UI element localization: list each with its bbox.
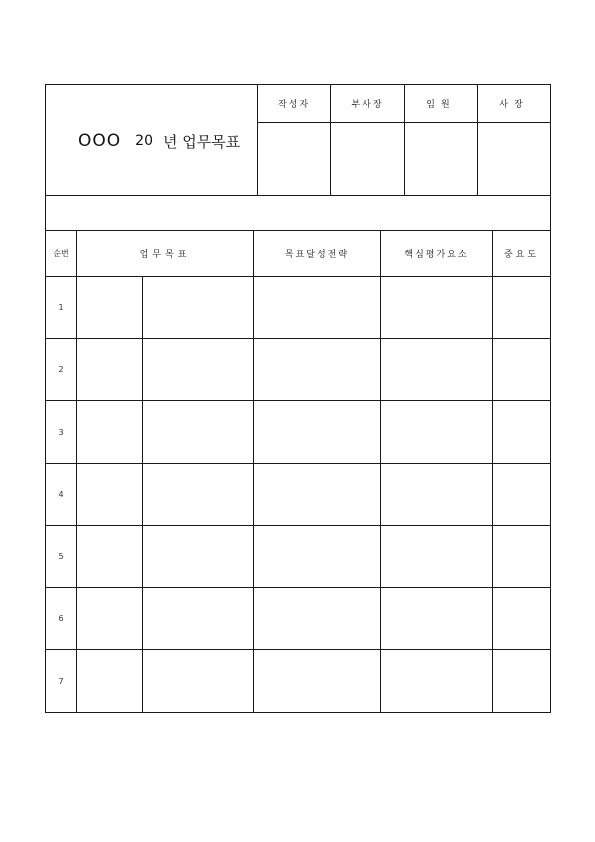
strategy-cell[interactable] xyxy=(254,464,380,525)
kpi-cell[interactable] xyxy=(381,526,492,587)
goal-category-cell[interactable] xyxy=(77,650,142,712)
document-title xyxy=(78,128,240,154)
goal-cell[interactable] xyxy=(143,588,253,649)
kpi-cell[interactable] xyxy=(381,339,492,400)
row-number-7: 7 xyxy=(58,676,64,686)
table-row xyxy=(77,277,550,338)
goal-cell[interactable] xyxy=(143,277,253,338)
importance-cell[interactable] xyxy=(493,650,550,712)
goal-category-cell[interactable] xyxy=(77,588,142,649)
strategy-cell[interactable] xyxy=(254,526,380,587)
header-strategy: 목표달성전략 xyxy=(284,250,350,260)
header-goal: 업무목표 xyxy=(139,250,191,260)
blank-row[interactable] xyxy=(46,196,550,230)
strategy-cell[interactable] xyxy=(254,277,380,338)
border-bottom xyxy=(45,712,551,713)
goal-cell[interactable] xyxy=(143,401,253,463)
approval-president-label: 사장 xyxy=(499,100,529,110)
goal-category-cell[interactable] xyxy=(77,526,142,587)
kpi-cell[interactable] xyxy=(381,464,492,525)
goal-category-cell[interactable] xyxy=(77,339,142,400)
title-rest: 년 업무목표 xyxy=(162,132,241,151)
table-row xyxy=(77,401,550,463)
row-number-6: 6 xyxy=(58,614,64,623)
kpi-cell[interactable] xyxy=(381,650,492,712)
strategy-cell[interactable] xyxy=(254,650,380,712)
strategy-cell[interactable] xyxy=(254,401,380,463)
goal-cell[interactable] xyxy=(143,464,253,525)
signature-box-president[interactable] xyxy=(478,123,550,195)
table-row xyxy=(77,588,550,649)
row-number-4: 4 xyxy=(58,490,64,499)
border-right xyxy=(550,84,551,713)
strategy-cell[interactable] xyxy=(254,588,380,649)
approval-executive-label: 임원 xyxy=(426,100,456,110)
table-row xyxy=(77,526,550,587)
row-number-3: 3 xyxy=(58,427,64,437)
signature-box-writer[interactable] xyxy=(258,123,330,195)
signature-box-vice-president[interactable] xyxy=(331,123,404,195)
row-number-1: 1 xyxy=(58,303,64,312)
title-prefix: OOO xyxy=(78,131,122,151)
approval-vice-president-label: 부사장 xyxy=(351,100,384,110)
row-number-5: 5 xyxy=(58,552,64,561)
approval-writer-label: 작성자 xyxy=(277,100,311,110)
goal-category-cell[interactable] xyxy=(77,401,142,463)
kpi-cell[interactable] xyxy=(381,401,492,463)
row-number-2: 2 xyxy=(58,365,64,374)
kpi-cell[interactable] xyxy=(381,277,492,338)
signature-box-executive[interactable] xyxy=(405,123,477,195)
goal-category-cell[interactable] xyxy=(77,464,142,525)
title-year: 20 xyxy=(135,133,153,149)
goal-cell[interactable] xyxy=(143,650,253,712)
header-kpi: 핵심평가요소 xyxy=(404,250,469,260)
goal-category-cell[interactable] xyxy=(77,277,142,338)
goal-cell[interactable] xyxy=(143,526,253,587)
table-row xyxy=(77,650,550,712)
strategy-cell[interactable] xyxy=(254,339,380,400)
kpi-cell[interactable] xyxy=(381,588,492,649)
goal-cell[interactable] xyxy=(143,339,253,400)
importance-cell[interactable] xyxy=(493,339,550,400)
importance-cell[interactable] xyxy=(493,588,550,649)
header-seq: 순번 xyxy=(53,249,69,258)
importance-cell[interactable] xyxy=(493,464,550,525)
importance-cell[interactable] xyxy=(493,401,550,463)
table-row xyxy=(77,339,550,400)
importance-cell[interactable] xyxy=(493,526,550,587)
table-row xyxy=(77,464,550,525)
header-importance: 중요도 xyxy=(503,250,540,260)
importance-cell[interactable] xyxy=(493,277,550,338)
